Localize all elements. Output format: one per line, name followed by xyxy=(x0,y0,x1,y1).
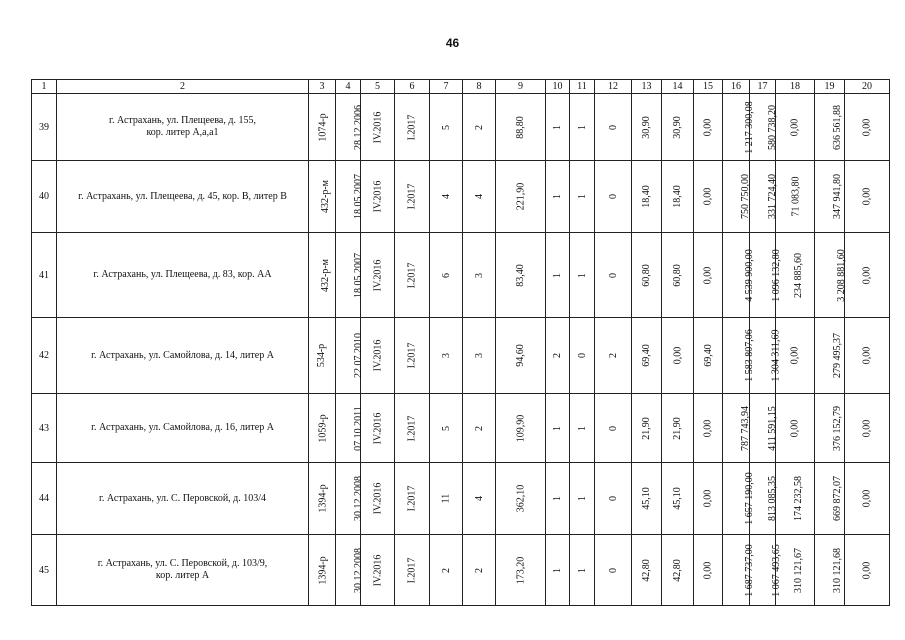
cell-value: 0,00 xyxy=(861,346,873,365)
cell-value: 0 xyxy=(607,124,619,130)
cell-value: 3 xyxy=(440,353,452,358)
cell-value: 21,90 xyxy=(641,416,652,440)
row-number: 42 xyxy=(32,318,57,394)
value-cell xyxy=(750,161,776,233)
cell-value: 0,00 xyxy=(702,118,714,136)
cell-value: 0,00 xyxy=(702,489,714,508)
cell-value: 362,10 xyxy=(515,484,526,513)
cell-value: 30.12.2008 xyxy=(353,476,364,521)
cell-value: I.2017 xyxy=(406,415,418,441)
value-cell xyxy=(694,535,723,606)
cell-value: 813 085,35 xyxy=(767,476,778,521)
row-number: 39 xyxy=(32,94,57,161)
value-cell xyxy=(463,161,496,233)
cell-value: 1 xyxy=(576,567,588,573)
value-cell xyxy=(336,94,364,161)
cell-value: 0,00 xyxy=(861,266,873,284)
cell-value: I.2017 xyxy=(406,485,418,512)
value-cell xyxy=(361,233,395,318)
cell-value: 4 539 900,00 xyxy=(743,248,755,302)
value-cell xyxy=(776,161,815,233)
value-cell xyxy=(723,94,755,161)
cell-value: 69,40 xyxy=(641,344,652,367)
cell-value: 6 xyxy=(440,272,452,278)
cell-value: 636 561,88 xyxy=(832,104,843,150)
value-cell xyxy=(570,94,595,161)
value-cell xyxy=(496,94,546,161)
value-cell xyxy=(309,161,336,233)
table-row xyxy=(32,394,890,463)
cell-value: 347 941,80 xyxy=(832,174,843,219)
cell-value: 42,80 xyxy=(672,558,683,582)
cell-value: 5 xyxy=(440,124,452,130)
column-number-header: 1 xyxy=(32,80,57,94)
value-cell xyxy=(430,233,463,318)
cell-value: 234 885,60 xyxy=(793,252,804,298)
cell-value: I.2017 xyxy=(406,183,418,210)
cell-value: 1 xyxy=(552,496,563,501)
value-cell xyxy=(632,535,662,606)
cell-value: 45,10 xyxy=(641,487,652,510)
cell-value: 0,00 xyxy=(861,561,873,579)
cell-value: 534-р xyxy=(316,343,328,368)
value-cell xyxy=(662,394,694,463)
value-cell xyxy=(309,535,336,606)
column-number-header: 19 xyxy=(815,80,845,94)
cell-value: 376 152,79 xyxy=(832,405,843,451)
value-cell xyxy=(815,535,845,606)
value-cell xyxy=(546,318,570,394)
cell-value: 1394-р xyxy=(317,484,329,513)
cell-value: IV.2016 xyxy=(371,180,383,213)
cell-value: 4 xyxy=(473,194,485,199)
value-cell xyxy=(546,161,570,233)
value-cell xyxy=(570,463,595,535)
value-cell xyxy=(776,94,815,161)
value-cell xyxy=(463,233,496,318)
cell-value: 0,00 xyxy=(702,266,714,284)
value-cell xyxy=(723,161,750,233)
cell-value: 4 xyxy=(440,194,452,199)
cell-value: 0 xyxy=(607,425,619,431)
cell-value: 88,80 xyxy=(515,115,526,139)
cell-value: 1 xyxy=(576,496,588,501)
cell-value: 432-р-м xyxy=(320,258,331,292)
value-cell xyxy=(662,318,694,394)
cell-value: 18,40 xyxy=(672,185,683,208)
value-cell xyxy=(496,233,546,318)
value-cell xyxy=(595,535,632,606)
cell-value: 0,00 xyxy=(789,346,801,365)
cell-value: 1 xyxy=(576,272,588,278)
value-cell xyxy=(336,318,364,394)
column-number-header: 12 xyxy=(595,80,632,94)
cell-value: 1 xyxy=(576,194,588,199)
cell-value: 0,00 xyxy=(702,187,714,206)
value-cell xyxy=(546,463,570,535)
value-cell xyxy=(361,318,395,394)
cell-value: IV.2016 xyxy=(371,259,383,291)
cell-value: IV.2016 xyxy=(371,554,383,586)
cell-value: 1 xyxy=(552,272,563,278)
cell-value: 1394-р xyxy=(317,555,329,585)
value-cell xyxy=(845,94,890,161)
cell-value: 411 591,15 xyxy=(766,405,778,451)
value-cell xyxy=(309,318,336,394)
value-cell xyxy=(723,535,755,606)
cell-value: 1 xyxy=(552,425,563,431)
cell-value: 0,00 xyxy=(861,118,873,136)
cell-value: 83,40 xyxy=(515,263,526,287)
value-cell xyxy=(595,94,632,161)
cell-value: 0,00 xyxy=(861,187,873,206)
cell-value: 21,90 xyxy=(672,416,683,440)
cell-value: 4 xyxy=(473,496,485,501)
column-number-header: 18 xyxy=(776,80,815,94)
value-cell xyxy=(395,161,430,233)
column-number-header: 7 xyxy=(430,80,463,94)
value-cell xyxy=(496,161,546,233)
cell-value: 1074-р xyxy=(317,112,329,142)
cell-value: 310 121,68 xyxy=(832,547,843,593)
value-cell xyxy=(395,394,430,463)
value-cell xyxy=(776,463,815,535)
cell-value: 0 xyxy=(607,496,619,501)
cell-value: 0,00 xyxy=(861,419,873,437)
cell-value: I.2017 xyxy=(406,262,418,288)
value-cell xyxy=(845,233,890,318)
value-cell xyxy=(845,318,890,394)
cell-value: 07.10.2011 xyxy=(352,405,364,451)
cell-value: 1 304 311,69 xyxy=(770,329,782,382)
value-cell xyxy=(815,94,845,161)
value-cell xyxy=(361,94,395,161)
cell-value: 2 xyxy=(473,425,485,431)
table-row xyxy=(32,161,890,233)
value-cell xyxy=(309,463,336,535)
cell-value: IV.2016 xyxy=(371,111,383,143)
cell-value: 0,00 xyxy=(789,118,801,136)
value-cell xyxy=(570,161,595,233)
cell-value: 310 121,67 xyxy=(793,547,804,593)
value-cell xyxy=(662,94,694,161)
page-number: 46 xyxy=(445,36,460,50)
cell-value: 1 xyxy=(552,567,563,573)
value-cell xyxy=(694,94,723,161)
row-number: 45 xyxy=(32,535,57,606)
cell-value: 2 xyxy=(473,124,485,130)
value-cell xyxy=(815,318,845,394)
cell-value: 1 xyxy=(576,124,588,130)
value-cell xyxy=(361,535,395,606)
column-number-header: 17 xyxy=(750,80,776,94)
value-cell xyxy=(496,394,546,463)
cell-value: 5 xyxy=(440,425,452,431)
cell-value: IV.2016 xyxy=(371,482,383,515)
row-number: 40 xyxy=(32,161,57,233)
value-cell xyxy=(815,394,845,463)
address-cell: г. Астрахань, ул. Плещеева, д. 45, кор. В, литер В xyxy=(57,161,309,233)
address-cell: г. Астрахань, ул. Самойлова, д. 16, литер А xyxy=(57,394,309,463)
value-cell xyxy=(694,394,723,463)
register-table xyxy=(31,79,890,606)
cell-value: 11 xyxy=(440,493,452,504)
table-row xyxy=(32,233,890,318)
value-cell xyxy=(723,318,755,394)
value-cell xyxy=(395,318,430,394)
cell-value: 0,00 xyxy=(861,489,873,508)
cell-value: 3 208 881,60 xyxy=(835,248,847,302)
column-number-header: 5 xyxy=(361,80,395,94)
value-cell xyxy=(336,161,364,233)
value-cell xyxy=(632,161,662,233)
cell-value: 3 xyxy=(473,353,485,358)
value-cell xyxy=(815,463,845,535)
value-cell xyxy=(723,463,755,535)
column-number-header: 15 xyxy=(694,80,723,94)
value-cell xyxy=(845,161,890,233)
value-cell xyxy=(595,233,632,318)
value-cell xyxy=(309,94,336,161)
value-cell xyxy=(662,463,694,535)
row-number: 43 xyxy=(32,394,57,463)
cell-value: 2 xyxy=(473,567,485,573)
value-cell xyxy=(430,463,463,535)
cell-value: 1059-р xyxy=(317,413,329,443)
value-cell xyxy=(395,94,430,161)
cell-value: 0,00 xyxy=(672,346,683,365)
column-number-header: 6 xyxy=(395,80,430,94)
cell-value: 22.07.2010 xyxy=(353,333,364,378)
cell-value: 18.05.2007 xyxy=(353,252,364,298)
value-cell xyxy=(430,394,463,463)
value-cell xyxy=(845,394,890,463)
row-number: 41 xyxy=(32,233,57,318)
cell-value: 1 xyxy=(576,425,588,431)
value-cell xyxy=(632,318,662,394)
cell-value: 69,40 xyxy=(702,344,714,367)
cell-value: 2 xyxy=(552,353,563,358)
column-number-header: 11 xyxy=(570,80,595,94)
column-number-header: 10 xyxy=(546,80,570,94)
cell-value: 2 xyxy=(607,353,619,358)
value-cell xyxy=(632,394,662,463)
address-cell: г. Астрахань, ул. Самойлова, д. 14, литер А xyxy=(57,318,309,394)
cell-value: IV.2016 xyxy=(371,339,383,372)
value-cell xyxy=(595,394,632,463)
value-cell xyxy=(723,233,755,318)
value-cell xyxy=(750,394,776,463)
cell-value: 221,90 xyxy=(515,182,526,211)
cell-value: I.2017 xyxy=(406,114,418,140)
value-cell xyxy=(632,94,662,161)
cell-value: 109,90 xyxy=(515,414,526,442)
column-number-header: 14 xyxy=(662,80,694,94)
value-cell xyxy=(463,318,496,394)
address-cell: г. Астрахань, ул. Плещеева, д. 155, кор. литер А,а,а1 xyxy=(57,94,309,161)
column-number-header: 4 xyxy=(336,80,361,94)
cell-value: 42,80 xyxy=(641,558,652,582)
cell-value: 30,90 xyxy=(641,115,652,139)
value-cell xyxy=(570,394,595,463)
table-row xyxy=(32,318,890,394)
cell-value: 0,00 xyxy=(702,419,714,437)
value-cell xyxy=(546,394,570,463)
value-cell xyxy=(361,161,395,233)
cell-value: 669 872,07 xyxy=(832,476,843,521)
value-cell xyxy=(336,535,364,606)
value-cell xyxy=(546,94,570,161)
cell-value: 18.05.2007 xyxy=(353,174,364,219)
cell-value: IV.2016 xyxy=(371,412,383,444)
cell-value: 174 232,58 xyxy=(793,476,804,521)
value-cell xyxy=(694,463,723,535)
cell-value: 173,20 xyxy=(515,556,526,584)
cell-value: 18,40 xyxy=(641,185,652,208)
column-number-header: 13 xyxy=(632,80,662,94)
address-cell: г. Астрахань, ул. С. Перовской, д. 103/4 xyxy=(57,463,309,535)
cell-value: 0,00 xyxy=(789,419,801,437)
value-cell xyxy=(496,463,546,535)
cell-value: 30,90 xyxy=(672,115,683,139)
value-cell xyxy=(595,463,632,535)
table-row xyxy=(32,94,890,161)
column-number-header: 16 xyxy=(723,80,750,94)
value-cell xyxy=(463,535,496,606)
cell-value: 60,80 xyxy=(641,263,652,287)
column-number-header: 8 xyxy=(463,80,496,94)
value-cell xyxy=(361,394,395,463)
value-cell xyxy=(496,318,546,394)
cell-value: 30.12.2008 xyxy=(353,547,364,593)
cell-value: 580 738,20 xyxy=(767,104,778,150)
value-cell xyxy=(595,318,632,394)
row-number: 44 xyxy=(32,463,57,535)
value-cell xyxy=(430,161,463,233)
cell-value: 1 xyxy=(552,124,563,130)
value-cell xyxy=(632,233,662,318)
value-cell xyxy=(694,233,723,318)
value-cell xyxy=(309,233,336,318)
cell-value: 1 096 132,80 xyxy=(770,248,782,302)
cell-value: 331 724,40 xyxy=(767,174,778,219)
value-cell xyxy=(336,463,364,535)
value-cell xyxy=(336,233,364,318)
cell-value: I.2017 xyxy=(406,557,418,583)
cell-value: 1 xyxy=(552,194,563,199)
cell-value: 0 xyxy=(576,353,588,358)
value-cell xyxy=(845,535,890,606)
column-number-header: 3 xyxy=(309,80,336,94)
value-cell xyxy=(430,318,463,394)
cell-value: 787 743,94 xyxy=(740,405,751,451)
value-cell xyxy=(723,394,750,463)
cell-value: 1 217 300,08 xyxy=(743,100,755,154)
value-cell xyxy=(570,233,595,318)
cell-value: 432-р-м xyxy=(320,180,331,213)
value-cell xyxy=(463,94,496,161)
cell-value: 71 083,80 xyxy=(790,176,802,217)
value-cell xyxy=(776,394,815,463)
value-cell xyxy=(395,535,430,606)
value-cell xyxy=(570,535,595,606)
cell-value: 0 xyxy=(607,194,619,199)
cell-value: 279 495,37 xyxy=(832,333,843,378)
value-cell xyxy=(463,463,496,535)
value-cell xyxy=(694,318,723,394)
value-cell xyxy=(546,535,570,606)
value-cell xyxy=(336,394,364,463)
cell-value: 94,60 xyxy=(515,344,526,367)
value-cell xyxy=(845,463,890,535)
value-cell xyxy=(595,161,632,233)
value-cell xyxy=(815,233,845,318)
cell-value: 1 687 737,00 xyxy=(743,543,755,597)
cell-value: 0 xyxy=(607,567,619,573)
value-cell xyxy=(430,535,463,606)
column-number-row xyxy=(32,80,890,94)
cell-value: 1 657 190,00 xyxy=(743,472,755,525)
cell-value: 45,10 xyxy=(672,487,683,510)
value-cell xyxy=(662,233,694,318)
address-cell: г. Астрахань, ул. С. Перовской, д. 103/9, кор. литер А xyxy=(57,535,309,606)
cell-value: 0 xyxy=(607,272,619,278)
address-cell: г. Астрахань, ул. Плещеева, д. 83, кор. АА xyxy=(57,233,309,318)
value-cell xyxy=(430,94,463,161)
value-cell xyxy=(361,463,395,535)
value-cell xyxy=(662,535,694,606)
value-cell xyxy=(815,161,845,233)
table-row xyxy=(32,463,890,535)
value-cell xyxy=(632,463,662,535)
column-number-header: 2 xyxy=(57,80,309,94)
cell-value: 1 583 807,06 xyxy=(743,329,755,382)
value-cell xyxy=(463,394,496,463)
value-cell xyxy=(570,318,595,394)
cell-value: 60,80 xyxy=(672,263,683,287)
cell-value: 3 xyxy=(473,272,485,278)
value-cell xyxy=(309,394,336,463)
value-cell xyxy=(546,233,570,318)
column-number-header: 9 xyxy=(496,80,546,94)
table-row xyxy=(32,535,890,606)
value-cell xyxy=(395,233,430,318)
cell-value: 28.12.2006 xyxy=(353,104,364,150)
cell-value: 750 750,00 xyxy=(740,174,751,219)
cell-value: 0,00 xyxy=(702,561,714,579)
value-cell xyxy=(395,463,430,535)
value-cell xyxy=(662,161,694,233)
cell-value: 2 xyxy=(440,567,452,573)
value-cell xyxy=(496,535,546,606)
value-cell xyxy=(694,161,723,233)
cell-value: I.2017 xyxy=(406,342,418,369)
column-number-header: 20 xyxy=(845,80,890,94)
cell-value: 1 067 493,65 xyxy=(770,543,782,597)
